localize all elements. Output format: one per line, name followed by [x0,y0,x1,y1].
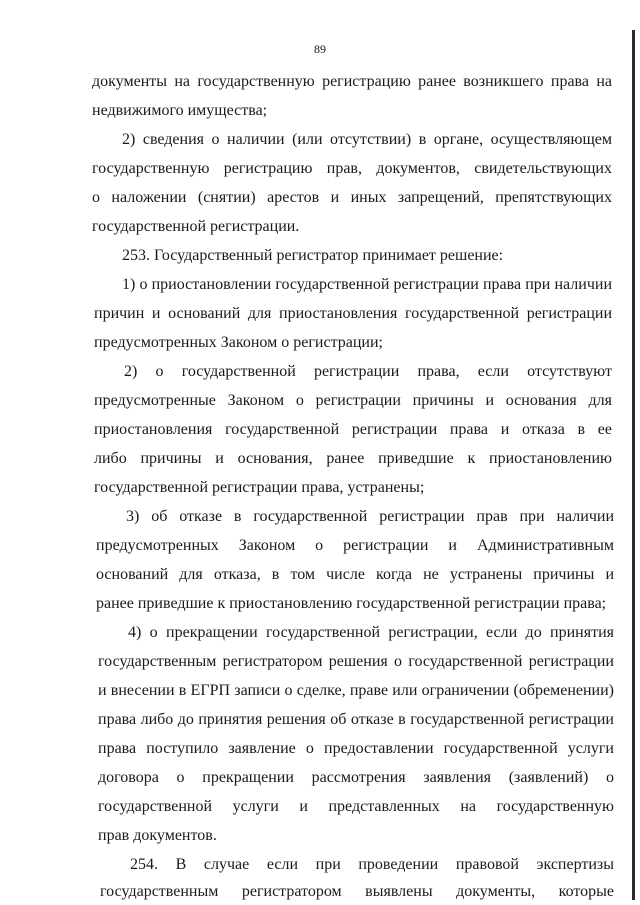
text-line: предусмотренных Законом о регистрации; [94,334,383,351]
text-line: предусмотренных Законом о регистрации и Административным [96,537,614,554]
text-line: государственную регистрацию прав, документов, свидетельствующих [92,160,612,177]
text-line: государственным регистратором решения о государственной регистрации [98,653,614,670]
text-line: 253. Государственный регистратор принимает решение: [122,247,504,264]
text-line: договора о прекращении рассмотрения заявления (заявлений) о [98,769,614,786]
text-line: недвижимого имущества; [92,102,268,119]
text-line: государственной регистрации права, устранены; [94,479,425,496]
text-line: ранее приведшие к приостановлению государственной регистрации права; [96,595,607,612]
page-edge-shadow [632,30,635,900]
text-line: прав документов. [98,827,217,844]
text-line: приостановления государственной регистрации права и отказа в ее [94,421,612,438]
text-line: предусмотренные Законом о регистрации причины и основания для [94,392,612,409]
text-line: документы на государственную регистрацию ранее возникшего права на [92,73,612,90]
text-line: 2) сведения о наличии (или отсутствии) в органе, осуществляющем [122,131,612,148]
text-line: оснований для отказа, в том числе когда не устранены причины и [96,566,614,583]
text-line: о наложении (снятии) арестов и иных запрещений, препятствующих [92,189,612,206]
text-line: права либо до принятия решения об отказе в государственной регистрации [98,711,614,728]
text-line: права поступило заявление о предоставлении государственной услуги [98,740,614,757]
text-line: 1) о приостановлении государственной регистрации права при наличии [122,276,612,293]
text-line: государственной услуги и представленных на государственную [98,798,614,815]
text-line: государственной регистрации. [92,218,300,235]
text-line: причин и оснований для приостановления государственной регистрации [94,305,612,322]
text-line: 254. В случае если при проведении правовой экспертизы [130,856,614,873]
text-line: 3) об отказе в государственной регистрации прав при наличии [126,508,614,525]
text-line: 4) о прекращении государственной регистрации, если до принятия [128,624,614,641]
text-line: государственным регистратором выявлены документы, которые [100,883,614,900]
page-number: 89 [314,42,326,56]
text-line: и внесении в ЕГРП записи о сделке, праве или ограничении (обременении) [98,682,614,699]
text-line: 2) о государственной регистрации права, если отсутствуют [124,363,612,380]
text-line: либо причины и основания, ранее приведшие к приостановлению [94,450,612,467]
